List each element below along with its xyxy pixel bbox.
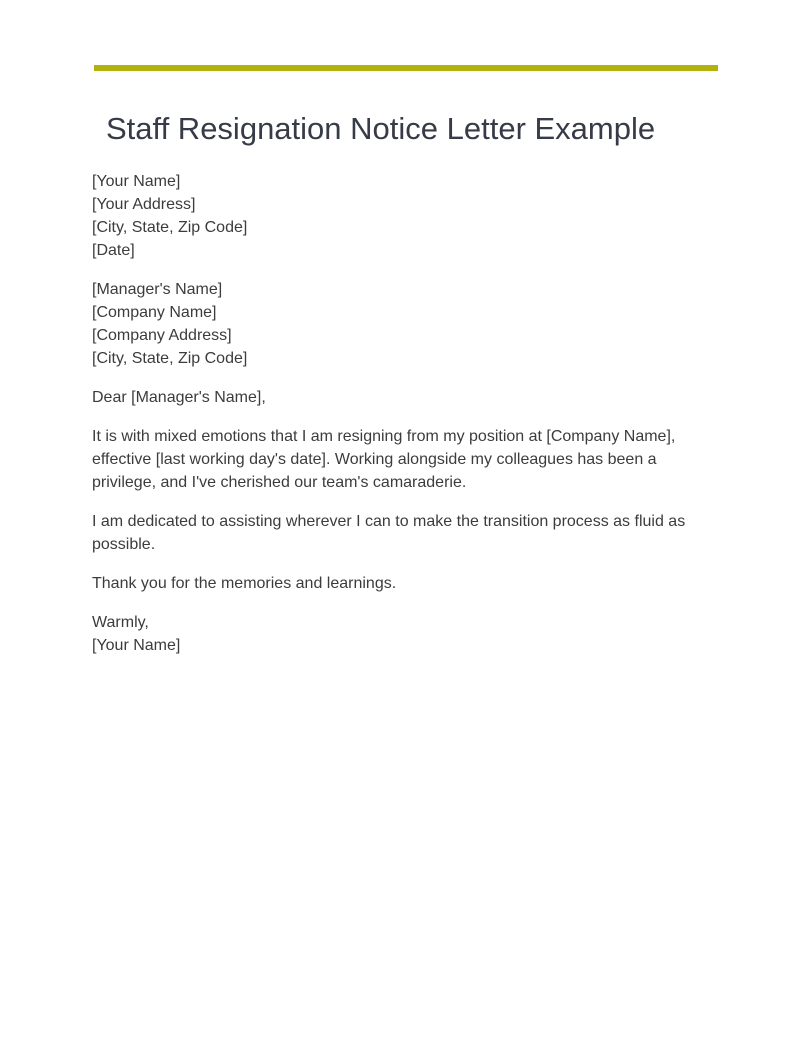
sender-address-block [92, 170, 702, 262]
page-title: Staff Resignation Notice Letter Example [106, 111, 656, 146]
body-paragraph-resignation: It is with mixed emotions that I am resigning from my position at [Company Name], effective [last working day's date]. Working alongside my colleagues has been a privilege, and I've cherished our team's camaraderie. [92, 428, 676, 491]
body-paragraph-thanks: Thank you for the memories and learnings. [92, 575, 397, 592]
recipient-company-name: [Company Name] [92, 304, 217, 321]
letter-date: [Date] [92, 242, 135, 259]
closing: Warmly, [92, 614, 149, 631]
recipient-company-address: [Company Address] [92, 327, 232, 344]
body-paragraph-transition: I am dedicated to assisting wherever I can to make the transition process as fluid as possible. [92, 513, 686, 553]
sender-address: [Your Address] [92, 196, 196, 213]
recipient-city-state-zip: [City, State, Zip Code] [92, 350, 248, 367]
recipient-manager-name: [Manager's Name] [92, 281, 223, 298]
sender-name: [Your Name] [92, 173, 181, 190]
closing-block [92, 611, 702, 657]
salutation: Dear [Manager's Name], [92, 389, 266, 406]
accent-divider-bar [94, 65, 718, 71]
recipient-address-block [92, 278, 702, 370]
signature-name: [Your Name] [92, 637, 181, 654]
sender-city-state-zip: [City, State, Zip Code] [92, 219, 248, 236]
letter-body [92, 170, 702, 673]
